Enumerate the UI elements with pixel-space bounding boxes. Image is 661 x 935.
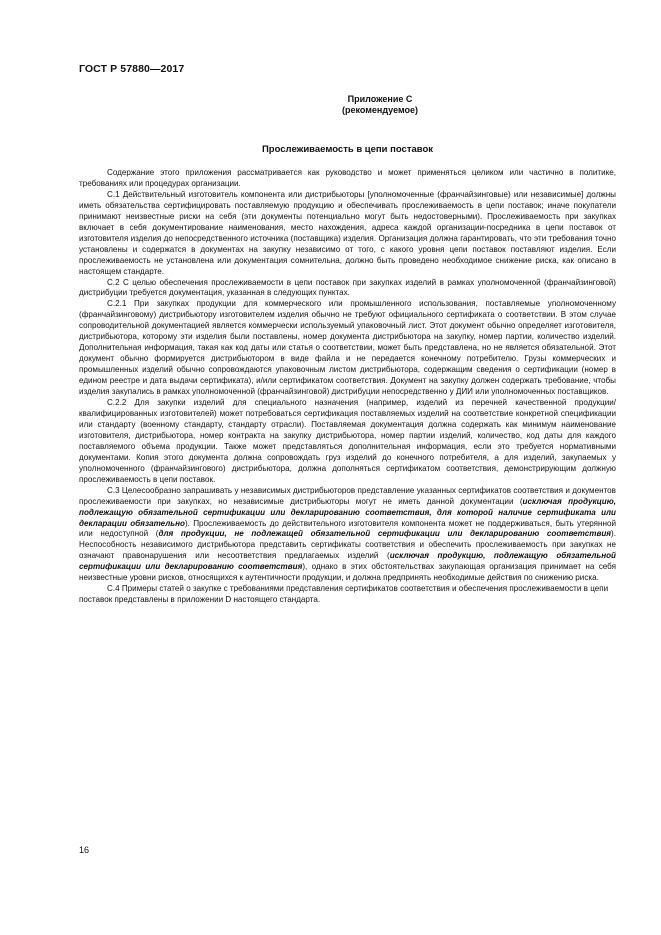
paragraph-c3-emphasis3: исключая продукцию, подлежащую обязательной сертификации или декларированию соответствия xyxy=(79,551,616,572)
paragraph-intro: Содержание этого приложения рассматривается как руководство и может применяться целиком или частично в политике, требованиях или процедурах организации. xyxy=(79,168,616,188)
annex-heading xyxy=(230,94,530,116)
paragraph-c4: С.4 Примеры статей о закупке с требованиями представления сертификатов соответствия и обеспечения прослеживаемости в цепи поставок представлены в приложении D настоящего стандарта. xyxy=(79,584,609,605)
paragraph-c3 xyxy=(79,486,616,585)
paragraph-c2: С.2 С целью обеспечения прослеживаемости в цепи поставок при закупках изделий в рамках уполномоченной (франчайзинговой) дистрибуции требуется документация, указанная в следующих пунктах. xyxy=(79,277,616,298)
paragraph-c3-part2: ). Прослеживаемость до действительного изготовителя компонента может не поддерживаться, быть утерянной или недоступной ( xyxy=(79,518,616,539)
paragraph-c1: С.1 Действительный изготовитель компонента или дистрибьюторы [уполномоченные (франчайзинговые) или независимые] должны иметь обязательства сертифицировать поставляемую продукцию и обеспечивать прослеживаемость в цепи поставок; иначе покупатели принимают неизвестные риски на себя (эти документы потенциально могут быть недостоверными). Прослеживаемость при закупках включает в себя документирование наименования, место нахождения, адреса каждой организации-посредника в цепи поставок от изготовителя изделия до непосредственного источника (поставщика) изделия. Организация должна гарантировать, что эти требования точно установлены и содержатся в документах на закупку независимо от того, с какого уровня цепи поставок поставляют изделия. Если прослеживаемость не установлена или документация сомнительна, должно быть проведено необходимое снижение риска, как описано в настоящем стандарте. xyxy=(79,189,616,276)
paragraph-c3-emphasis2: для продукции, не подлежащей обязательной сертификации или декларированию соответствия xyxy=(158,529,612,539)
annex-title: Приложение С xyxy=(347,94,413,104)
body-text xyxy=(79,168,616,606)
section-title: Прослеживаемость в цепи поставок xyxy=(261,144,434,155)
annex-note: (рекомендуемое) xyxy=(342,105,418,115)
paragraph-c3-part3: ). Неспособность независимого дистрибьютора представить сертификаты соответствия и обеспечить прослеживаемость при закупках не означают правонарушения или несоответствия предлагаемых изделий ( xyxy=(79,529,616,561)
paragraph-c3-emphasis1: исключая продукцию, подлежащую обязательной сертификации или декларированию соответствия, для которой наличие сертификата или декларации обязательно xyxy=(79,496,616,528)
paragraph-c2-2: С.2.2 Для закупки изделий для специального назначения (например, изделий из перечней качественной продукции/квалифицированных изготовителей) может потребоваться сертификация поставляемых изделий на соответствие конкретной спецификации или стандарту (военному стандарту, стандарту отрасли). Поставляемая документация должна содержать как минимум наименование изготовителя, дистрибьютора, номер контракта на закупку дистрибьютора, номер партии изделий, количество, код даты для каждого поставляемого объема продукции. Также может представляться дополнительная информация, если это требуется нормативными документами. Копия этого документа должна сопровождать груз изделий до конечного потребителя, а для изделий, закупаемых у уполномоченного (франчайзингового) дистрибьютора, должна дополняться сертификатом соответствия, демонстрирующим должную прослеживаемость в цепи поставок. xyxy=(79,398,616,484)
standard-code: ГОСТ Р 57880—2017 xyxy=(79,63,185,75)
paragraph-c2-1: С.2.1 При закупках продукции для коммерческого или промышленного использования, поставляемые уполномоченному (франчайзинговому) дистрибьютору изготовителем изделия обычно не требуют официального сертификата о соответствии. В этом случае сопроводительной документацией является коммерчески используемый упаковочный лист. Этот документ обычно определяет изготовителя, дистрибьютора, которому эти изделия были поставлены, номер документа дистрибьютора на закупку, номер партии, количество изделий. Дополнительная информация, такая как код даты или статья о соответствии, может быть представлена, но не является обязательной. Этот документ обычно формируется дистрибьютором в виде файла и не передается конечному потребителю. Грузы коммерческих и промышленных изделий обычно сопровождаются упаковочным листом дистрибьютора, содержащим сведения о сертификации (номер в едином реестре и дата выдачи сертификата), и/или сертификатом соответствия. Документ на закупку должен содержать требование, чтобы изделия закупались в рамках уполномоченной (франчайзинговой) дистрибуции непосредственно у ДИИ или уполномоченных поставщиков. xyxy=(79,299,616,397)
page-number: 16 xyxy=(79,845,90,855)
paragraph-c3-part4: ), однако в этих обстоятельствах закупающая организация принимает на себя неизвестные уровни рисков, относящихся к аутентичности продукции, и должна предпринять необходимые действия по снижению риска. xyxy=(79,562,616,583)
paragraph-c3-part1: С.3 Целесообразно запрашивать у независимых дистрибьюторов представление указанных сертификатов соответствия и документов прослеживаемости при закупках, но независимые дистрибьюторы могут не иметь данной документации ( xyxy=(79,485,616,506)
